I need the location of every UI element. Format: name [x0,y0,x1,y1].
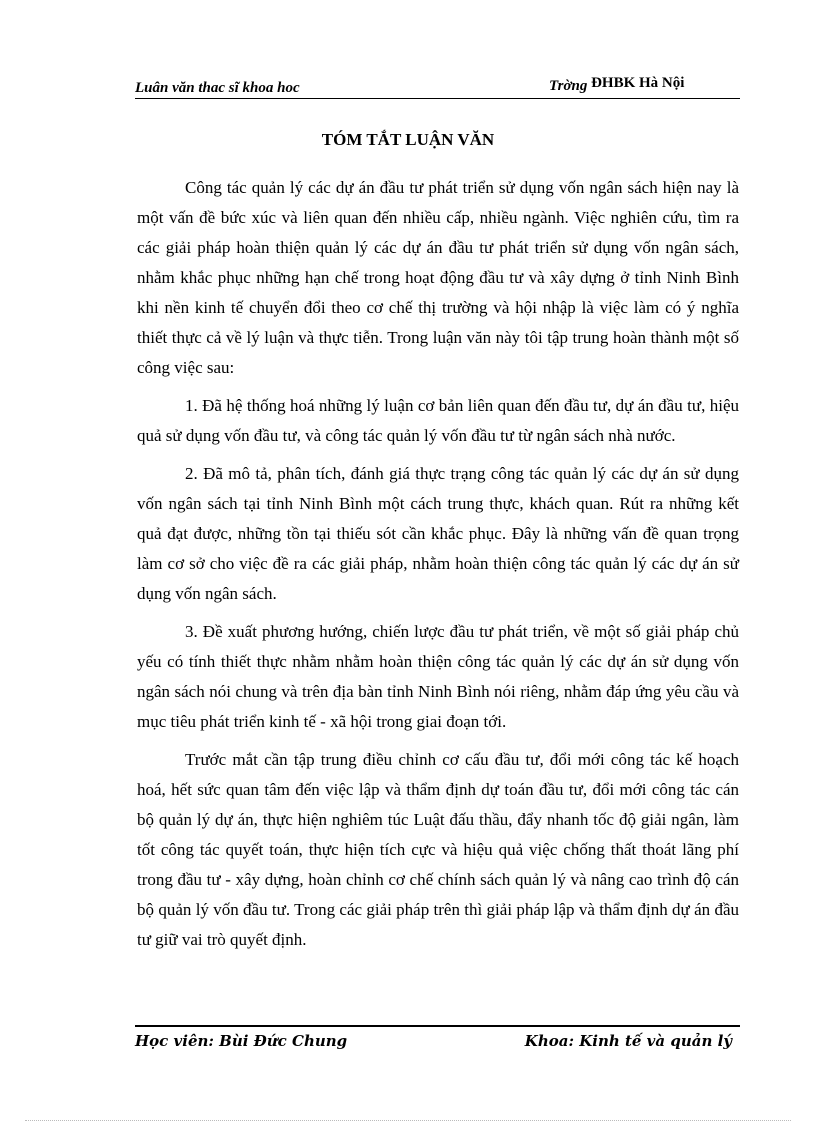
paragraph-conclusion: Trước mắt cần tập trung điều chỉnh cơ cấu đầu tư, đổi mới công tác kế hoạch hoá, hết sức quan tâm đến việc lập và thẩm định dự toán đầu tư, đổi mới công tác cán bộ quản lý dự án, thực hiện nghiêm túc Luật đấu thầu, đẩy nhanh tốc độ giải ngân, làm tốt công tác quyết toán, thực hiện tích cực và hiệu quả việc chống thất thoát lãng phí trong đầu tư - xây dựng, hoàn chỉnh cơ chế chính sách quản lý và nâng cao trình độ cán bộ quản lý vốn đầu tư. Trong các giải pháp trên thì giải pháp lập và thẩm định dự án đầu tư giữ vai trò quyết định. [137,750,739,949]
page-footer [135,1025,740,1049]
paragraph-item-2: 2. Đã mô tả, phân tích, đánh giá thực trạng công tác quản lý các dự án sử dụng vốn ngân sách tại tỉnh Ninh Bình một cách trung thực, khách quan. Rút ra những kết quả đạt được, những tồn tại thiếu sót cần khắc phục. Đây là những vấn đề quan trọng làm cơ sở cho việc đề ra các giải pháp, nhằm hoàn thiện công tác quản lý các dự án sử dụng vốn ngân sách. [137,464,739,603]
summary-body [137,173,739,963]
header-university-name: ĐHBK Hà Nội [591,75,685,91]
header-thesis-label: Luân văn thac sĩ khoa hoc [135,80,300,96]
paragraph-intro: Công tác quản lý các dự án đầu tư phát triển sử dụng vốn ngân sách hiện nay là một vấn đề bức xúc và liên quan đến nhiều cấp, nhiều ngành. Việc nghiên cứu, tìm ra các giải pháp hoàn thiện quản lý các dự án đầu tư phát triển sử dụng vốn ngân sách, nhằm khắc phục những hạn chế trong hoạt động đầu tư và xây dựng ở tỉnh Ninh Bình khi nền kinh tế chuyển đổi theo cơ chế thị trường và hội nhập là việc làm có ý nghĩa thiết thực cả về lý luận và thực tiễn. Trong luận văn này tôi tập trung hoàn thành một số công việc sau: [137,178,739,377]
paragraph-item-3: 3. Đề xuất phương hướng, chiến lược đầu tư phát triển, về một số giải pháp chủ yếu có tính thiết thực nhằm nhằm hoàn thiện công tác quản lý các dự án sử dụng vốn ngân sách nói chung và trên địa bàn tỉnh Ninh Bình nói riêng, nhằm đáp ứng yêu cầu và mục tiêu phát triển kinh tế - xã hội trong giai đoạn tới. [137,622,739,731]
paragraph-item-1: 1. Đã hệ thống hoá những lý luận cơ bản liên quan đến đầu tư, dự án đầu tư, hiệu quả sử dụng vốn đầu tư, và công tác quản lý vốn đầu tư từ ngân sách nhà nước. [137,396,739,445]
page-bottom-divider [25,1120,791,1121]
page-header [135,75,740,99]
header-university [549,75,685,95]
header-university-prefix: Trờng [549,78,588,94]
page-title: TÓM TẮT LUẬN VĂN [321,130,495,149]
footer-student: Học viên: Bùi Đức Chung [135,1032,348,1050]
footer-faculty: Khoa: Kinh tế và quản lý [524,1032,732,1050]
